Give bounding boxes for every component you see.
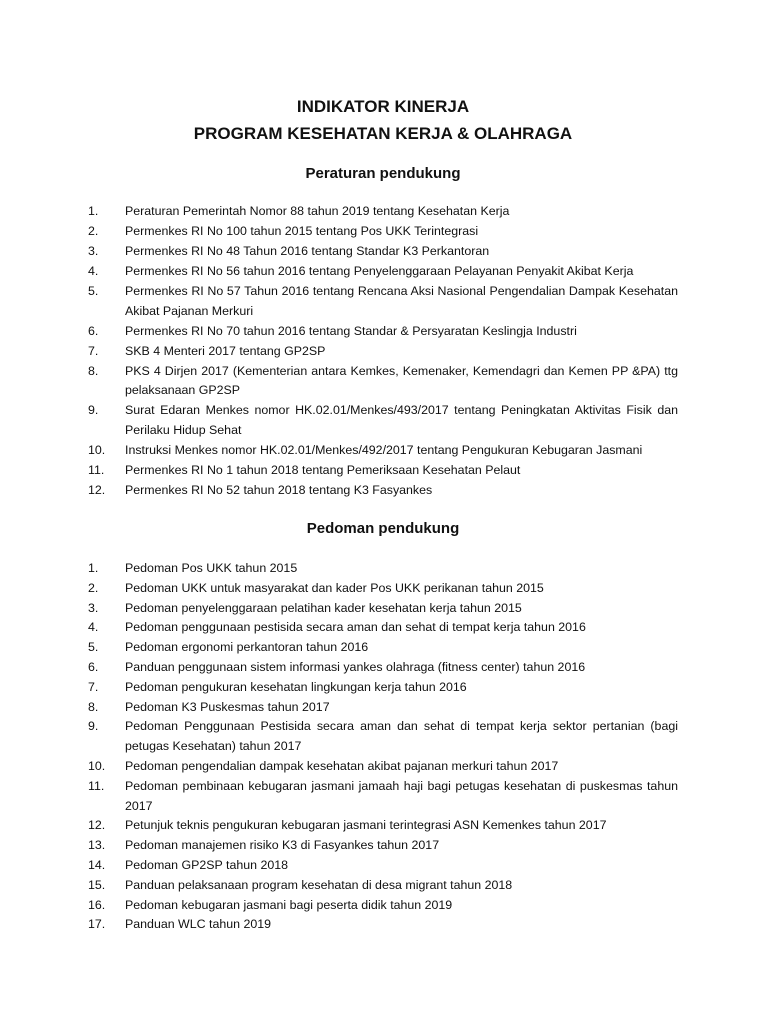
list-item xyxy=(88,461,678,481)
list-item xyxy=(88,658,678,678)
list-item-text: Pedoman pengendalian dampak kesehatan akibat pajanan merkuri tahun 2017 xyxy=(125,758,559,773)
list-item-text: Pedoman Penggunaan Pestisida secara aman dan sehat di tempat kerja sektor pertanian (bagi petugas Kesehatan) tahun 2017 xyxy=(125,719,678,754)
list-item xyxy=(88,618,678,638)
list-item xyxy=(88,816,678,836)
list-item-number: 3. xyxy=(88,600,99,615)
list-item-text: Petunjuk teknis pengukuran kebugaran jasmani terintegrasi ASN Kemenkes tahun 2017 xyxy=(125,818,607,833)
list-item-number: 11. xyxy=(88,463,105,478)
list-item-text: Instruksi Menkes nomor HK.02.01/Menkes/492/2017 tentang Pengukuran Kebugaran Jasmani xyxy=(125,443,643,458)
list-item-text: Pedoman penggunaan pestisida secara aman dan sehat di tempat kerja tahun 2016 xyxy=(125,620,586,635)
list-item-text: Peraturan Pemerintah Nomor 88 tahun 2019 tentang Kesehatan Kerja xyxy=(125,204,510,218)
list-item-text: Panduan penggunaan sistem informasi yankes olahraga (fitness center) tahun 2016 xyxy=(125,660,586,674)
list-item-number: 5. xyxy=(88,640,99,655)
document-title-line-2: PROGRAM KESEHATAN KERJA & OLAHRAGA xyxy=(193,124,573,143)
list-item-text: Pedoman Pos UKK tahun 2015 xyxy=(125,561,298,576)
list-item-text: Pedoman UKK untuk masyarakat dan kader Pos UKK perikanan tahun 2015 xyxy=(125,580,544,595)
list-item-text: Pedoman GP2SP tahun 2018 xyxy=(125,857,289,872)
list-item-text: Panduan pelaksanaan program kesehatan di desa migrant tahun 2018 xyxy=(125,877,513,892)
list-item-number: 8. xyxy=(88,699,99,714)
list-item-number: 16. xyxy=(88,897,106,912)
list-item-number: 17. xyxy=(88,917,106,932)
list-item-text: Pedoman ergonomi perkantoran tahun 2016 xyxy=(125,640,369,655)
list-item xyxy=(88,876,678,896)
list-item xyxy=(88,401,678,441)
section-heading-peraturan: Peraturan pendukung xyxy=(305,165,461,182)
list-item-number: 9. xyxy=(88,403,99,418)
list-item-number: 7. xyxy=(88,343,99,358)
list-item-text: Pedoman penyelenggaraan pelatihan kader kesehatan kerja tahun 2015 xyxy=(125,600,522,615)
list-item-number: 7. xyxy=(88,679,99,694)
list-item-number: 9. xyxy=(88,719,99,734)
list-item-text: Permenkes RI No 70 tahun 2016 tentang Standar & Persyaratan Keslingja Industri xyxy=(125,323,577,338)
list-item-text: PKS 4 Dirjen 2017 (Kementerian antara Kemkes, Kemenaker, Kemendagri dan Kemen PP &PA) ttg pelaksanaan GP2SP xyxy=(125,363,678,398)
list-item-number: 4. xyxy=(88,263,99,278)
list-item xyxy=(88,856,678,876)
list-item xyxy=(88,481,678,501)
list-item xyxy=(88,896,678,916)
list-item-number: 2. xyxy=(88,580,99,595)
list-item xyxy=(88,342,678,362)
list-item-text: Permenkes RI No 48 Tahun 2016 tentang Standar K3 Perkantoran xyxy=(125,243,490,258)
list-item xyxy=(88,836,678,856)
list-item-text: Pedoman kebugaran jasmani bagi peserta didik tahun 2019 xyxy=(125,897,453,912)
list-item xyxy=(88,559,678,579)
list-item-text: Pedoman manajemen risiko K3 di Fasyankes tahun 2017 xyxy=(125,838,440,853)
pedoman-list xyxy=(88,559,678,935)
list-item-number: 10. xyxy=(88,443,106,458)
list-item-number: 5. xyxy=(88,283,99,298)
list-item-text: Surat Edaran Menkes nomor HK.02.01/Menkes/493/2017 tentang Peningkatan Aktivitas Fisik dan Perilaku Hidup Sehat xyxy=(125,403,678,438)
list-item-number: 2. xyxy=(88,223,99,238)
list-item-number: 11. xyxy=(88,778,105,793)
list-item-number: 12. xyxy=(88,483,106,498)
list-item-number: 4. xyxy=(88,620,99,635)
list-item-number: 1. xyxy=(88,204,99,218)
list-item-text: Permenkes RI No 57 Tahun 2016 tentang Rencana Aksi Nasional Pengendalian Dampak Kesehatan Akibat Pajanan Merkuri xyxy=(125,283,678,318)
list-item-text: Permenkes RI No 52 tahun 2018 tentang K3 Fasyankes xyxy=(125,483,433,498)
list-item-number: 1. xyxy=(88,561,99,576)
list-item xyxy=(88,638,678,658)
list-item xyxy=(88,757,678,777)
list-item-text: Pedoman K3 Puskesmas tahun 2017 xyxy=(125,699,330,714)
list-item xyxy=(88,242,678,262)
list-item-number: 10. xyxy=(88,758,106,773)
list-item xyxy=(88,579,678,599)
list-item xyxy=(88,262,678,282)
list-item xyxy=(88,222,678,242)
list-item-number: 6. xyxy=(88,323,99,338)
list-item xyxy=(88,777,678,817)
list-item-text: SKB 4 Menteri 2017 tentang GP2SP xyxy=(125,343,326,358)
list-item xyxy=(88,202,678,222)
list-item xyxy=(88,678,678,698)
list-item xyxy=(88,717,678,757)
list-item xyxy=(88,362,678,402)
list-item-number: 13. xyxy=(88,838,106,853)
list-item-number: 6. xyxy=(88,660,99,674)
section-heading-pedoman: Pedoman pendukung xyxy=(306,520,460,538)
list-item-text: Permenkes RI No 100 tahun 2015 tentang Pos UKK Terintegrasi xyxy=(125,223,479,238)
list-item-number: 3. xyxy=(88,243,99,258)
list-item xyxy=(88,322,678,342)
list-item-text: Panduan WLC tahun 2019 xyxy=(125,917,272,932)
list-item-text: Pedoman pengukuran kesehatan lingkungan kerja tahun 2016 xyxy=(125,679,467,694)
list-item xyxy=(88,282,678,322)
list-item xyxy=(88,441,678,461)
peraturan-list xyxy=(88,202,678,501)
document-title-line-1: INDIKATOR KINERJA xyxy=(296,97,470,116)
list-item-number: 12. xyxy=(88,818,106,833)
list-item-text: Permenkes RI No 56 tahun 2016 tentang Penyelenggaraan Pelayanan Penyakit Akibat Kerja xyxy=(125,263,634,278)
list-item xyxy=(88,698,678,718)
list-item-text: Pedoman pembinaan kebugaran jasmani jamaah haji bagi petugas kesehatan di puskesmas tahun 2017 xyxy=(125,778,678,813)
list-item-number: 14. xyxy=(88,857,106,872)
list-item-text: Permenkes RI No 1 tahun 2018 tentang Pemeriksaan Kesehatan Pelaut xyxy=(125,463,521,478)
list-item xyxy=(88,599,678,619)
list-item xyxy=(88,915,678,935)
list-item-number: 8. xyxy=(88,363,99,378)
list-item-number: 15. xyxy=(88,877,106,892)
